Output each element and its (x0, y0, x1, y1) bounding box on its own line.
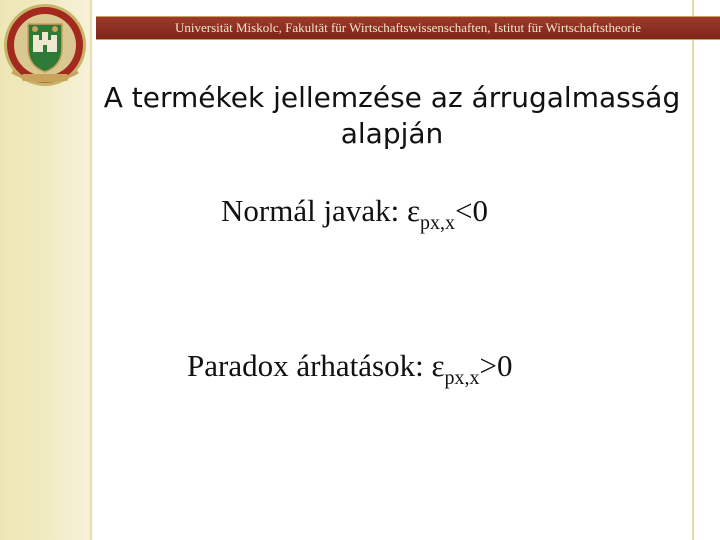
formula-label: Normál javak: (221, 193, 407, 228)
formula-normal-goods (221, 193, 488, 234)
formula-condition: <0 (454, 193, 488, 228)
formula-label: Paradox árhatások: (187, 348, 432, 383)
header-text: Universität Miskolc, Fakultät für Wirtschaftswissenschaften, Istitut für Wirtschaftstheorie (174, 20, 641, 35)
formula-paradox-price-effects (187, 348, 513, 389)
epsilon-symbol: ε (431, 348, 445, 383)
right-decorative-line (692, 0, 694, 540)
header-bar (96, 16, 720, 40)
slide-title: A termékek jellemzése az árrugalmasság alapján (103, 81, 681, 150)
formula-subscript: px,x (419, 212, 455, 234)
epsilon-symbol: ε (406, 193, 420, 228)
formula-condition: >0 (479, 348, 513, 383)
formula-subscript: px,x (444, 367, 480, 389)
university-seal-logo (2, 2, 88, 88)
